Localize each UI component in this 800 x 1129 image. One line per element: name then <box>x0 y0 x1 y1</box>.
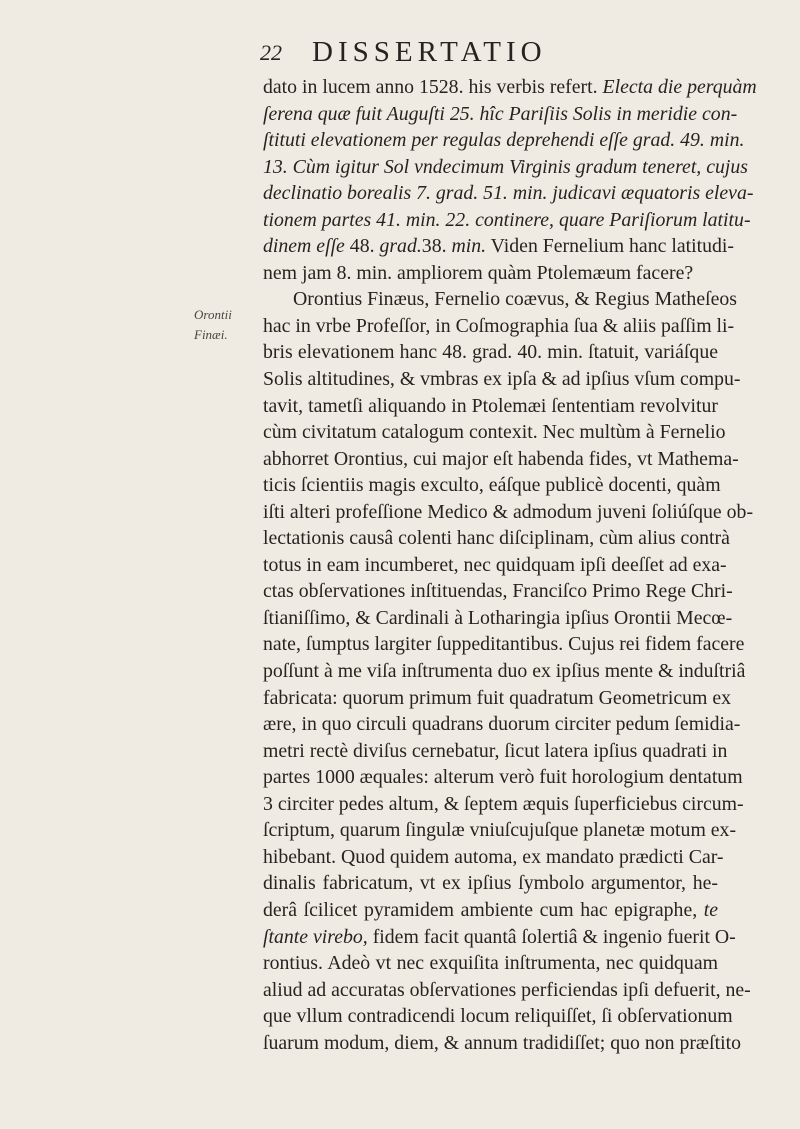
text-run: ſuarum modum, diem, & annum tradidiſſet; quo non præſtito <box>263 1031 741 1054</box>
text-run: ctas obſervationes inſtituendas, Franciſco Primo Rege Chri- <box>263 580 733 603</box>
text-run: hac in vrbe Profeſſor, in Coſmographia ſua & aliis paſſim li- <box>263 314 735 337</box>
text-run: Solis altitudines, & vmbras ex ipſa & ad ipſius vſum compu- <box>263 368 741 391</box>
text-line <box>263 870 718 897</box>
text-line <box>263 74 757 101</box>
text-line <box>263 419 726 446</box>
text-line <box>263 393 718 420</box>
text-line <box>263 446 739 473</box>
text-run: ære, in quo circuli quadrans duorum circiter pedum ſemidia- <box>263 713 741 736</box>
text-line <box>263 817 737 844</box>
text-run: bris elevationem hanc 48. grad. 40. min. ſtatuit, variáſque <box>263 341 718 364</box>
text-run: Viden Fernelium hanc latitudi- <box>486 235 734 258</box>
text-run: aliud ad accuratas obſervationes perficiendas ipſi defuerit, ne- <box>263 978 751 1001</box>
text-line <box>263 180 754 207</box>
text-line <box>263 472 721 499</box>
text-run: derâ ſcilicet pyramidem ambiente cum hac epigraphe, <box>263 898 704 921</box>
text-run: 48. <box>349 235 380 258</box>
text-run: dato in lucem anno 1528. his verbis refert. <box>263 76 603 98</box>
text-run: ticis ſcientiis magis exculto, eáſque publicè docenti, quàm <box>263 474 721 497</box>
text-run: totus in eam incumberet, nec quidquam ipſi deeſſet ad exa- <box>263 553 727 576</box>
text-run: fabricata: quorum primum fuit quadratum Geometricum ex <box>263 686 732 709</box>
text-run: ſtianiſſimo, & Cardinali à Lotharingia ipſius Orontii Mecœ- <box>263 606 733 629</box>
italic-run: ſtante virebo, <box>263 925 368 948</box>
text-line <box>263 313 735 340</box>
text-run: 3 circiter pedes altum, & ſeptem æquis ſuperficiebus circum- <box>263 792 744 815</box>
text-line <box>263 950 718 977</box>
margin-note-line: Finæi. <box>194 327 228 342</box>
text-line <box>263 605 733 632</box>
text-line <box>263 738 728 765</box>
text-run: fidem facit quantâ ſolertiâ & ingenio fuerit O- <box>367 925 736 948</box>
text-line <box>263 127 745 154</box>
italic-run: declinatio borealis 7. grad. 51. min. judicavi æquatoris eleva- <box>263 182 754 205</box>
text-run: iſti alteri profeſſione Medico & admodum juveni ſoliúſque ob- <box>263 500 754 523</box>
page-number: 22 <box>260 40 282 65</box>
text-line <box>263 791 744 818</box>
text-line <box>263 1030 741 1057</box>
text-run: ſcriptum, quarum ſingulæ vniuſcujuſque planetæ motum ex- <box>263 819 737 842</box>
text-line <box>263 207 751 234</box>
text-line <box>263 233 734 260</box>
text-line <box>263 631 745 658</box>
text-run: abhorret Orontius, cui major eſt habenda fides, vt Mathema- <box>263 447 739 470</box>
text-run: 38. <box>421 235 452 258</box>
text-line <box>263 844 724 871</box>
text-run: cùm civitatum catalogum contexit. Nec multùm à Fernelio <box>263 421 726 444</box>
text-run: partes 1000 æquales: alterum verò fuit horologium dentatum <box>263 766 743 789</box>
text-run: nem jam 8. min. ampliorem quàm Ptolemæum facere? <box>263 261 694 284</box>
text-run: que vllum contradicendi locum reliquiſſet, ſi obſervationum <box>263 1005 733 1028</box>
text-run: Orontius Finæus, Fernelio coævus, & Regius Matheſeos <box>293 288 737 311</box>
text-run: metri rectè diviſus cernebatur, ſicut latera ipſius quadrati in <box>263 739 728 762</box>
italic-run: grad. <box>379 235 422 258</box>
text-line <box>263 977 751 1004</box>
text-run: tavit, tametſi aliquando in Ptolemæi ſententiam revolvitur <box>263 394 718 417</box>
text-line <box>263 685 732 712</box>
margin-note <box>194 305 254 345</box>
italic-run: tionem partes 41. min. 22. continere, quare Pariſiorum latitu- <box>263 208 751 231</box>
text-run: hibebant. Quod quidem automa, ex mandato prædicti Car- <box>263 845 724 868</box>
margin-note-line: Orontii <box>194 307 232 322</box>
text-line <box>263 711 741 738</box>
text-line <box>263 286 737 313</box>
italic-run: 13. Cùm igitur Sol vndecimum Virginis gradum teneret, cujus <box>263 155 748 178</box>
text-line <box>263 260 718 287</box>
running-title: DISSERTATIO <box>312 36 547 68</box>
text-run: dinalis fabricatum, vt ex ipſius ſymbolo argumentor, he- <box>263 872 718 895</box>
text-line <box>263 897 718 924</box>
italic-run: min. <box>451 235 487 258</box>
text-line <box>263 924 736 951</box>
italic-run: ſerena quæ fuit Auguſti 25. hîc Pariſiis Solis in meridie con- <box>263 102 738 125</box>
text-line <box>263 1003 733 1030</box>
text-line <box>263 552 727 579</box>
text-line <box>263 499 754 526</box>
text-line <box>263 578 733 605</box>
italic-run: ſtituti elevationem per regulas deprehendi eſſe grad. 49. min. <box>263 129 745 152</box>
text-run: rontius. Adeò vt nec exquiſita inſtrumenta, nec quidquam <box>263 952 718 975</box>
text-line <box>263 101 738 128</box>
italic-run: Electa die perquàm <box>602 76 757 98</box>
body-text <box>263 74 757 1056</box>
text-run: lectationis causâ colenti hanc diſciplinam, cùm alius contrà <box>263 527 730 550</box>
text-line <box>263 154 748 181</box>
italic-run: te <box>703 898 718 921</box>
text-line <box>263 658 746 685</box>
text-line <box>263 339 718 366</box>
text-run: poſſunt à me viſa inſtrumenta duo ex ipſius mente & induſtriâ <box>263 660 746 683</box>
text-line <box>263 525 730 552</box>
text-line <box>263 764 743 791</box>
text-run: nate, ſumptus largiter ſuppeditantibus. Cujus rei fidem facere <box>263 633 745 656</box>
italic-run: dinem eſſe <box>263 235 350 258</box>
text-line <box>263 366 741 393</box>
